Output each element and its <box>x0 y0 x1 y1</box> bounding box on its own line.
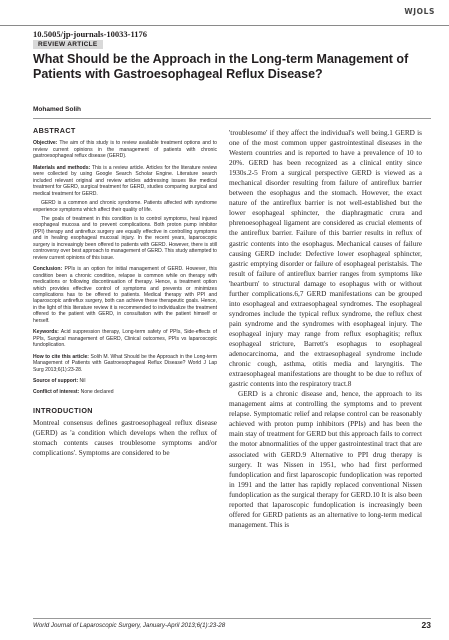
introduction-heading: INTRODUCTION <box>33 405 93 415</box>
page-number: 23 <box>421 620 431 630</box>
methods-label: Materials and methods: <box>33 164 91 171</box>
source-of-support <box>33 378 217 384</box>
citation-label: How to cite this article: <box>33 353 89 360</box>
keywords <box>33 329 217 348</box>
journal-tag: WJOLS <box>404 7 435 16</box>
keywords-label: Keywords: <box>33 329 59 336</box>
header-rule <box>0 25 449 26</box>
support-text: Nil <box>78 377 86 384</box>
conflict-of-interest <box>33 389 217 395</box>
objective-text: The aim of this study is to review available treatment options and to review current opinions in the management of patients with chronic gastroesophageal reflux disease (GERD). <box>33 140 217 160</box>
objective-label: Objective: <box>33 140 58 147</box>
abstract-methods <box>33 165 217 197</box>
methods-text: This is a review article. Articles for the literature review were collected by using Google Search Scholar Engine. Literature search included relevant original and review articles addressing issues like medical treatment for GERD, surgical treatment for GERD, studies comparing surgical and medical treatment for GERD. <box>33 164 217 197</box>
article-type-badge: REVIEW ARTICLE <box>33 40 103 49</box>
title-divider <box>33 118 431 119</box>
right-column <box>229 128 422 530</box>
article-title: What Should be the Approach in the Long-term Management of Patients with Gastroesophageal Reflux Disease? <box>33 52 409 81</box>
abstract-objective <box>33 140 217 159</box>
introduction-paragraph-1: 'troublesome' if they affect the individual's well being.1 GERD is one of the most common upper gastrointestinal diseases in the Western countries and is reported to have a prevalence of 10 to 20%. GERD has been recognized as a clinical entity since 1930s.2-5 From a surgical perspective GERD is viewed as a mechanical disorder resulting from failure of antireflux barrier between the esophagus and the stomach. However, the exact nature of the antireflux barrier is not well-established but the lower esophageal sphincter, the diaphragmatic crura and phrenoesophageal ligament are considered as crucial elements of the antireflux barrier. Failure of this barrier results in reflux of gastric contents into the esophagus. Mechanical causes of failure causing GERD include: Defective lower esophageal sphincter, gastric emptying disorder or failure of esophageal peristalsis. The result of failure of antireflux barrier ranges from symptoms like 'heartburn' to structural damage to esophagus with or without further complications.6,7 GERD manifestations can be grouped into esophageal and extraesophageal syndromes. The esophageal syndromes include the typical reflux syndrome, the reflux chest pain syndrome and the syndromes with esophageal injury. The esophageal injury may range from reflux esophagitis; reflux esophageal stricture, Barrett's esophagus to esophageal adenocarcinoma, and the extraesophageal syndrome include chronic cough, asthma, otitis media and laryngitis. The extraesophageal manifestations are thought to be due to reflux of gastric contents into the respiratory tract.8 <box>229 129 422 389</box>
introduction-left-text: Montreal consensus defines gastroesophageal reflux disease (GERD) as 'a condition which develops when the reflux of stomach contents causes troublesome symptoms and/or complications'. Symptoms are considered to be <box>33 419 217 458</box>
conclusion-text: PPIs is an option for initial management of GERD. However, this condition been a chronic condition, relapse is common while on therapy with medications or following discontinuation of therapy. Hence, a treatment option which provides effective control of symptoms and prevents or minimizes complications has to be offered to patients. Medical therapy with PPI and laparoscopic antireflux surgery, both can achieve these therapeutic goals. Hence, in the light of this literature review it is recommended to individualize the treatment offered to the patient with GERD, in consultation with the patient himself or herself. <box>33 266 217 324</box>
abstract-conclusion <box>33 266 217 324</box>
conclusion-label: Conclusion: <box>33 266 63 273</box>
left-column <box>33 128 217 459</box>
support-label: Source of support: <box>33 377 79 384</box>
journal-citation-footer: World Journal of Laparoscopic Surgery, January-April 2013;6(1):23-28 <box>33 622 226 629</box>
author-name: Mohamed Solih <box>33 106 82 113</box>
introduction-paragraph-2: GERD is a chronic disease and, hence, the approach to its management aims at controlling the symptoms and to prevent relapse. Symptomatic relief and relapse control can be reasonably achieved with proton pump inhibitors (PPIs) and has been the main stay of treatment for GERD but this approach fails to correct the motor abnormalities of the upper gastrointestinal tract that are associated with GERD.9 Alternative to PPI drug therapy is surgery. It was Nissen in 1951, who had first performed fundoplication and first laparoscopic fundoplication was reported in 1991 and the latter has rapidly replaced conventional Nissen fundoplication as the surgical therapy for GERD.10 It is also been reported that laparoscopic fundoplication is increasingly been offered for GERD patients as an alternative to long-term medical management. This is <box>229 390 422 529</box>
footer-rule <box>33 618 431 619</box>
citation <box>33 354 217 373</box>
abstract-para-1: GERD is a common and chronic syndrome. Patients affected with syndrome experience symptoms which affect their quality of life. <box>33 200 217 213</box>
citation-text: Solih M. What Should be the Approach in the Long-term Management of Patients with Gastroesophageal Reflux Disease? World J Lap Surg 2013;6(1):23-28. <box>33 353 218 373</box>
conflict-text: None declared <box>79 389 114 396</box>
keywords-text: Acid suppression therapy, Long-term safety of PPIs, Side-effects of PPIs, Surgical management of GERD, Clinical outcomes, PPIs vs laparoscopic fundoplication. <box>33 329 217 349</box>
doi: 10.5005/jp-journals-10033-1176 <box>33 29 148 39</box>
conflict-label: Conflict of interest: <box>33 389 80 396</box>
abstract-para-2: The goals of treatment in this condition is to control symptoms, heal injured esophageal mucosa and to prevent complications. Both proton pump inhibitor (PPI) therapy and antireflux surgery are equally effective in controlling symptoms and in healing esophageal mucosal injury. In the recent years, laparoscopic surgery is increasingly been offered to patients with GERD. However, there is still controversy over best approach to management of GERD. This study attempted to review current opinions of this issue. <box>33 215 217 261</box>
abstract-heading: ABSTRACT <box>33 126 76 135</box>
